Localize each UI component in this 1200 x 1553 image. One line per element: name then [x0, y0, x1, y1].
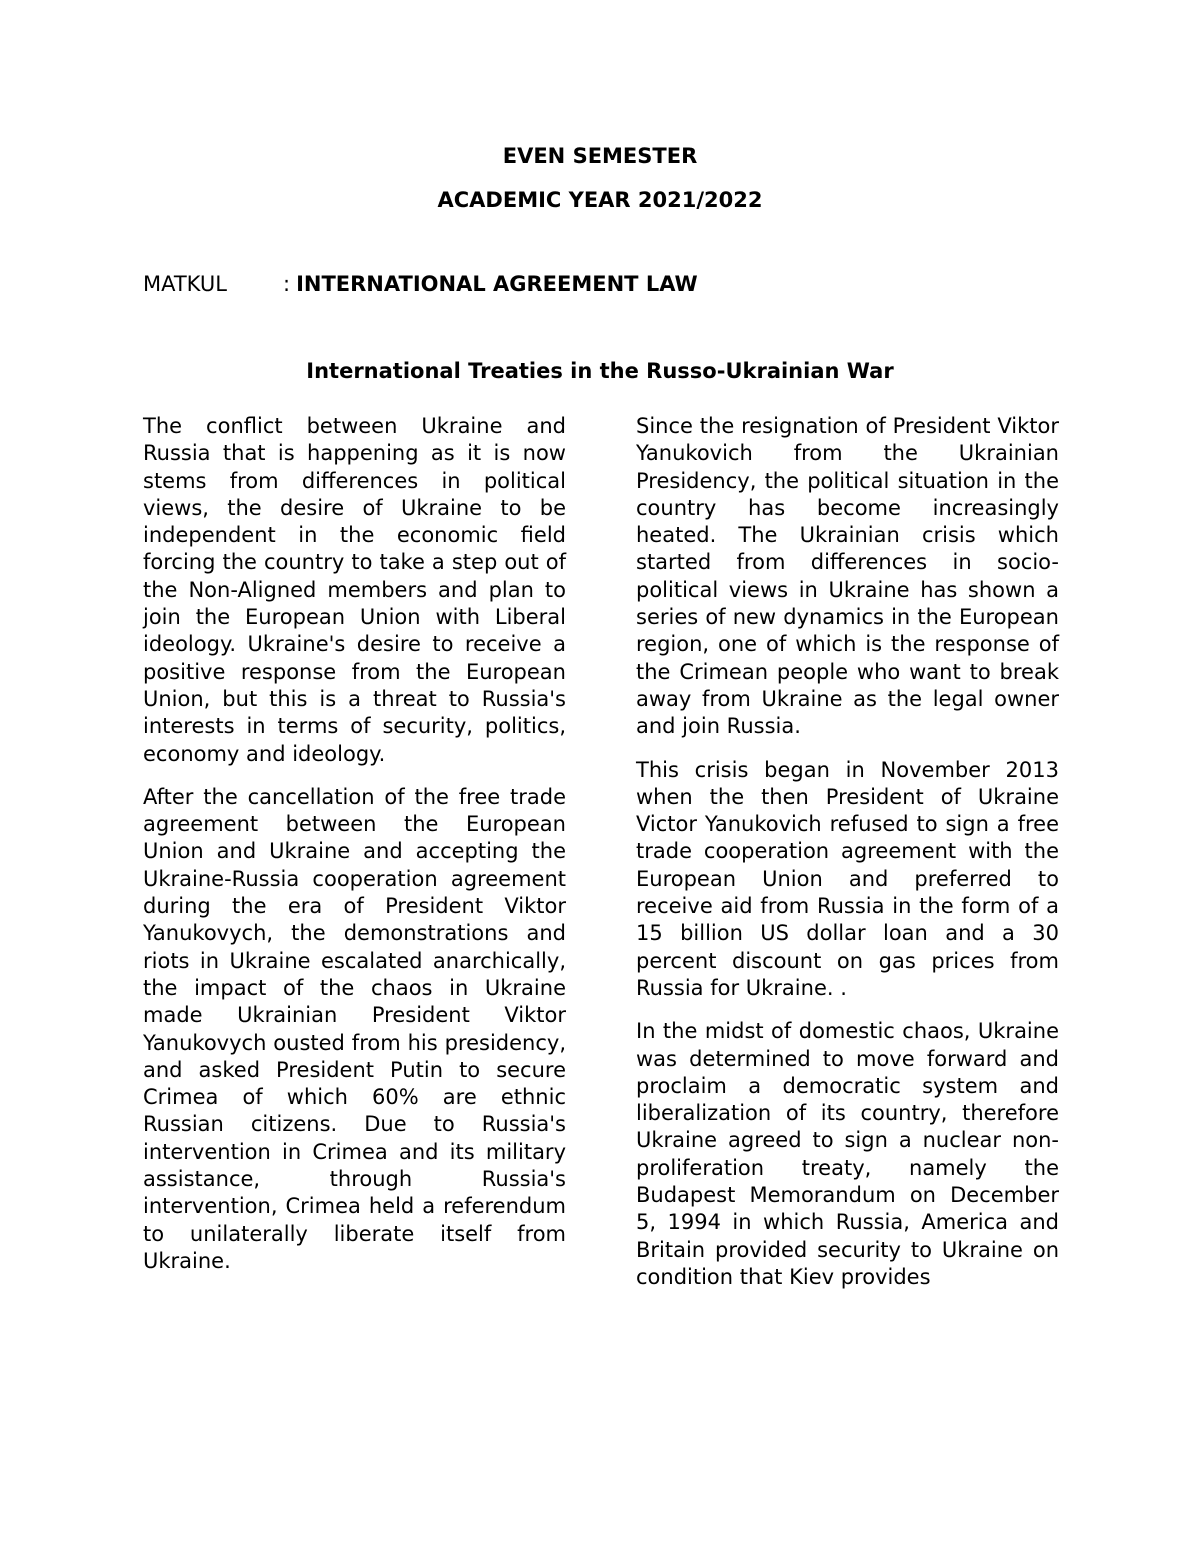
subject-label: MATKUL [143, 272, 227, 296]
left-paragraph-1: The conflict between Ukraine and Russia that is happening as it is now stems from differences in political views, the desire of Ukraine to be independent in the economic field forcing the country to take a step out of the Non-Aligned members and plan to join the European Union with Liberal ideology. Ukraine's desire to receive a positive response from the European Union, but this is a threat to Russia's interests in terms of security, politics, economy and ideology. [143, 414, 566, 766]
right-paragraph-2: This crisis began in November 2013 when the then President of Ukraine Victor Yanukovich refused to sign a free trade cooperation agreement with the European Union and preferred to receive aid from Russia in the form of a 15 billion US dollar loan and a 30 percent discount on gas prices from Russia for Ukraine. . [636, 757, 1059, 1000]
right-paragraph-1: Since the resignation of President Viktor Yanukovich from the Ukrainian Presidency, the political situation in the country has become increasingly heated. The Ukrainian crisis which started from differences in socio-political views in Ukraine has shown a series of new dynamics in the European region, one of which is the response of the Crimean people who want to break away from Ukraine as the legal owner and join Russia. [636, 414, 1059, 739]
subject-row [143, 270, 698, 298]
document-title: International Treaties in the Russo-Ukrainian War [306, 359, 894, 383]
left-paragraph-2: After the cancellation of the free trade agreement between the European Union and Ukraine and accepting the Ukraine-Russia cooperation agreement during the era of President Viktor Yanukovych, the demonstrations and riots in Ukraine escalated anarchically, the impact of the chaos in Ukraine made Ukrainian President Viktor Yanukovych ousted from his presidency, and asked President Putin to secure Crimea of which 60% are ethnic Russian citizens. Due to Russia's intervention in Crimea and its military assistance, through Russia's intervention, Crimea held a referendum to unilaterally liberate itself from Ukraine. [143, 784, 566, 1273]
right-paragraph-3: In the midst of domestic chaos, Ukraine was determined to move forward and proclaim a democratic system and liberalization of its country, therefore Ukraine agreed to sign a nuclear non-proliferation treaty, namely the Budapest Memorandum on December 5, 1994 in which Russia, America and Britain provided security to Ukraine on condition that Kiev provides [636, 1019, 1059, 1289]
right-column [636, 413, 1059, 1307]
subject-colon: : [283, 272, 291, 296]
semester-heading: EVEN SEMESTER [502, 144, 698, 168]
subject-value: INTERNATIONAL AGREEMENT LAW [296, 272, 698, 296]
academic-year-heading: ACADEMIC YEAR 2021/2022 [437, 188, 763, 212]
left-column [143, 413, 566, 1291]
